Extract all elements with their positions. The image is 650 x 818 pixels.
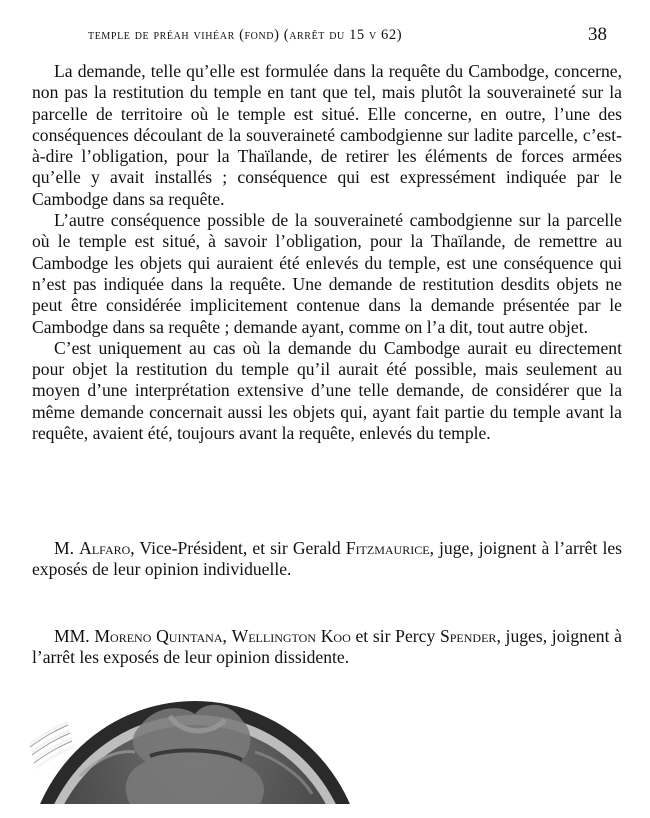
opinion-text: , [222,626,232,646]
opinion-text: , Vice-Président, et sir Gerald [130,538,346,558]
paragraph: L’autre conséquence possible de la souveraineté cambodgienne sur la parcelle où le temple est situé, à savoir l’obligation, pour la Thaïlande, de remettre au Cambodge les objets qui auraient été enlevés du temple, est une conséquence qui n’est pas indiquée dans la requête. Une demande de restitution desdits objets ne peut être considérée implicitement contenue dans la demande présentée par le Cambodge dans sa requête ; demande ayant, comme on l’a dit, tout autre objet. [32,210,622,337]
judge-name: Alfaro [79,538,131,558]
page-number: 38 [588,24,607,45]
judge-name: Wellington Koo [231,626,351,646]
opinion-paragraph [32,538,622,581]
opinion-prefix: MM. [54,626,95,646]
paragraph: La demande, telle qu’elle est formulée dans la requête du Cambodge, concerne, non pas la restitution du temple en tant que tel, mais plutôt la souveraineté sur la parcelle de territoire où le temple est situé. Elle concerne, en outre, l’une des conséquences découlant de la souveraineté cambodgienne sur ladite parcelle, c’est-à-dire l’obligation, pour la Thaïlande, de retirer les éléments de forces armées qu’elle y avait installés ; conséquence qui est expressément indiquée par le Cambodge dans sa requête. [32,61,622,209]
wax-seal-image [20,686,350,804]
opinion-text: et sir Percy [350,626,440,646]
judge-name: Spender [439,626,497,646]
individual-opinion-statement [32,538,622,581]
dissenting-opinion-statement [32,626,622,669]
opinion-prefix: M. [54,538,80,558]
opinion-text: , juges, joignent à l’arrêt les exposés de leur opinion dissidente. [32,626,622,668]
paragraph: C’est uniquement au cas où la demande du Cambodge aurait eu directement pour objet la restitution du temple qu’il aurait été possible, mais seulement au moyen d’une interprétation extensive d’une telle demande, de considérer que la même demande concernait aussi les objets qui, ayant fait partie du temple avant la requête, avaient été, toujours avant la requête, enlevés du temple. [32,337,622,444]
judge-name: Fitzmaurice [345,538,430,558]
opinion-paragraph [32,626,622,669]
opinion-text: , juge, joignent à l’arrêt les exposés de leur opinion individuelle. [32,538,622,580]
running-title: temple de préah vihéar (fond) (arrêt du 15 v 62) [88,27,403,43]
judge-name: Moreno Quintana [94,626,223,646]
judgment-text [32,61,622,444]
